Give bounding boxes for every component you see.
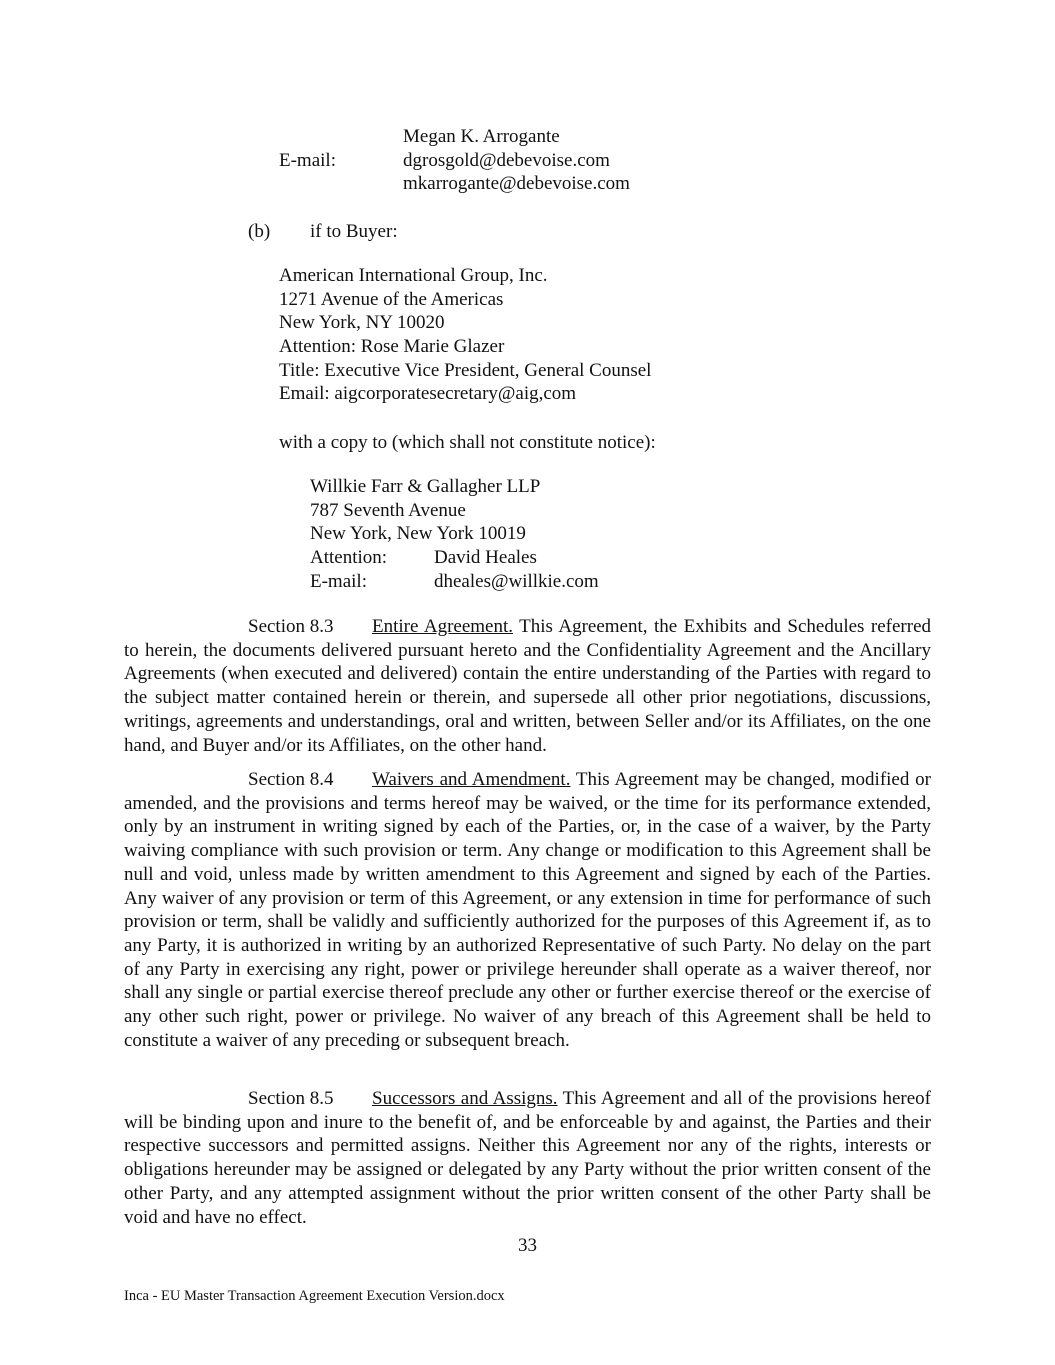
page-number: 33 [518, 1235, 537, 1256]
copy-address-line: 787 Seventh Avenue [310, 499, 466, 521]
section-body: This Agreement, the Exhibits and Schedules referred to herein, the documents delivered pursuant hereto and the Confidentiality Agreement and the Ancillary Agreements (when executed and delivered) contain the entire understanding of the Parties with regard to the subject matter contained herein or therein, and supersede all other prior negotiations, discussions, writings, agreements and understandings, oral and written, between Seller and/or its Affiliates, on the one hand, and Buyer and/or its Affiliates, on the other hand. [124, 616, 932, 756]
buyer-address-line: Email: aigcorporatesecretary@aig,com [279, 383, 577, 405]
copy-address-line: New York, New York 10019 [310, 523, 526, 545]
section-body: This Agreement and all of the provisions hereof will be binding upon and inure to the benefit of, and be enforceable by and against, the Parties and their respective successors and permitted assigns. Neither this Agreement nor any of the rights, interests or obligations hereunder may be assigned or delegated by any Party without the prior written consent of the other Party, and any attempted assignment without the prior written consent of the other Party shall be void and have no effect. [124, 1088, 931, 1228]
buyer-address [279, 264, 651, 406]
buyer-notice-heading: if to Buyer: [310, 221, 398, 242]
copy-attention-value: David Heales [434, 547, 537, 569]
copy-email-value: dheales@willkie.com [434, 570, 599, 592]
copy-intro: with a copy to (which shall not constitute notice): [279, 432, 656, 453]
section-8-5 [124, 1087, 931, 1229]
section-8-3 [124, 615, 931, 757]
document-footer: Inca - EU Master Transaction Agreement Execution Version.docx [124, 1288, 505, 1304]
buyer-address-line: 1271 Avenue of the Americas [279, 288, 504, 310]
copy-email-label: E-mail: [310, 570, 367, 592]
copy-attention-label: Attention: [310, 547, 388, 569]
seller-email-2: mkarrogante@debevoise.com [403, 173, 630, 195]
section-heading: Entire Agreement. [372, 616, 514, 637]
buyer-address-line: American International Group, Inc. [279, 265, 548, 286]
copy-address-line: Willkie Farr & Gallagher LLP [310, 476, 541, 497]
section-8-4 [124, 768, 931, 1052]
section-heading: Waivers and Amendment. [372, 769, 571, 790]
seller-email-label: E-mail: [279, 149, 336, 171]
section-number: Section 8.3 [248, 616, 334, 637]
seller-name-line: Megan K. Arrogante [403, 126, 560, 147]
copy-address [310, 475, 599, 593]
buyer-address-line: Title: Executive Vice President, General Counsel [279, 359, 652, 381]
section-body: This Agreement may be changed, modified or amended, and the provisions and terms hereof may be waived, or the time for its performance extended, only by an instrument in writing signed by each of the Parties, or, in the case of a waiver, by the Party waiving compliance with such provision or term. Any change or modification to this Agreement shall be null and void, unless made by written amendment to this Agreement and signed by each of the Parties. Any waiver of any provision or term of this Agreement, or any extension in time for performance of such provision or term, shall be validly and sufficiently authorized for the purposes of this Agreement if, as to any Party, it is authorized in writing by an authorized Representative of such Party. No delay on the part of any Party in exercising any right, power or privilege hereunder shall operate as a waiver thereof, nor shall any single or partial exercise thereof preclude any other or further exercise thereof or the exercise of any other such right, power or privilege. No waiver of any breach of this Agreement shall be held to constitute a waiver of any preceding or subsequent breach. [124, 769, 931, 1051]
seller-email-1: dgrosgold@debevoise.com [403, 149, 610, 171]
buyer-notice-marker: (b) [248, 221, 271, 242]
section-number: Section 8.4 [248, 769, 334, 790]
buyer-address-line: Attention: Rose Marie Glazer [279, 336, 505, 358]
buyer-address-line: New York, NY 10020 [279, 312, 445, 334]
seller-notice-tail [279, 125, 630, 196]
section-number: Section 8.5 [248, 1088, 334, 1109]
section-heading: Successors and Assigns. [372, 1088, 558, 1109]
